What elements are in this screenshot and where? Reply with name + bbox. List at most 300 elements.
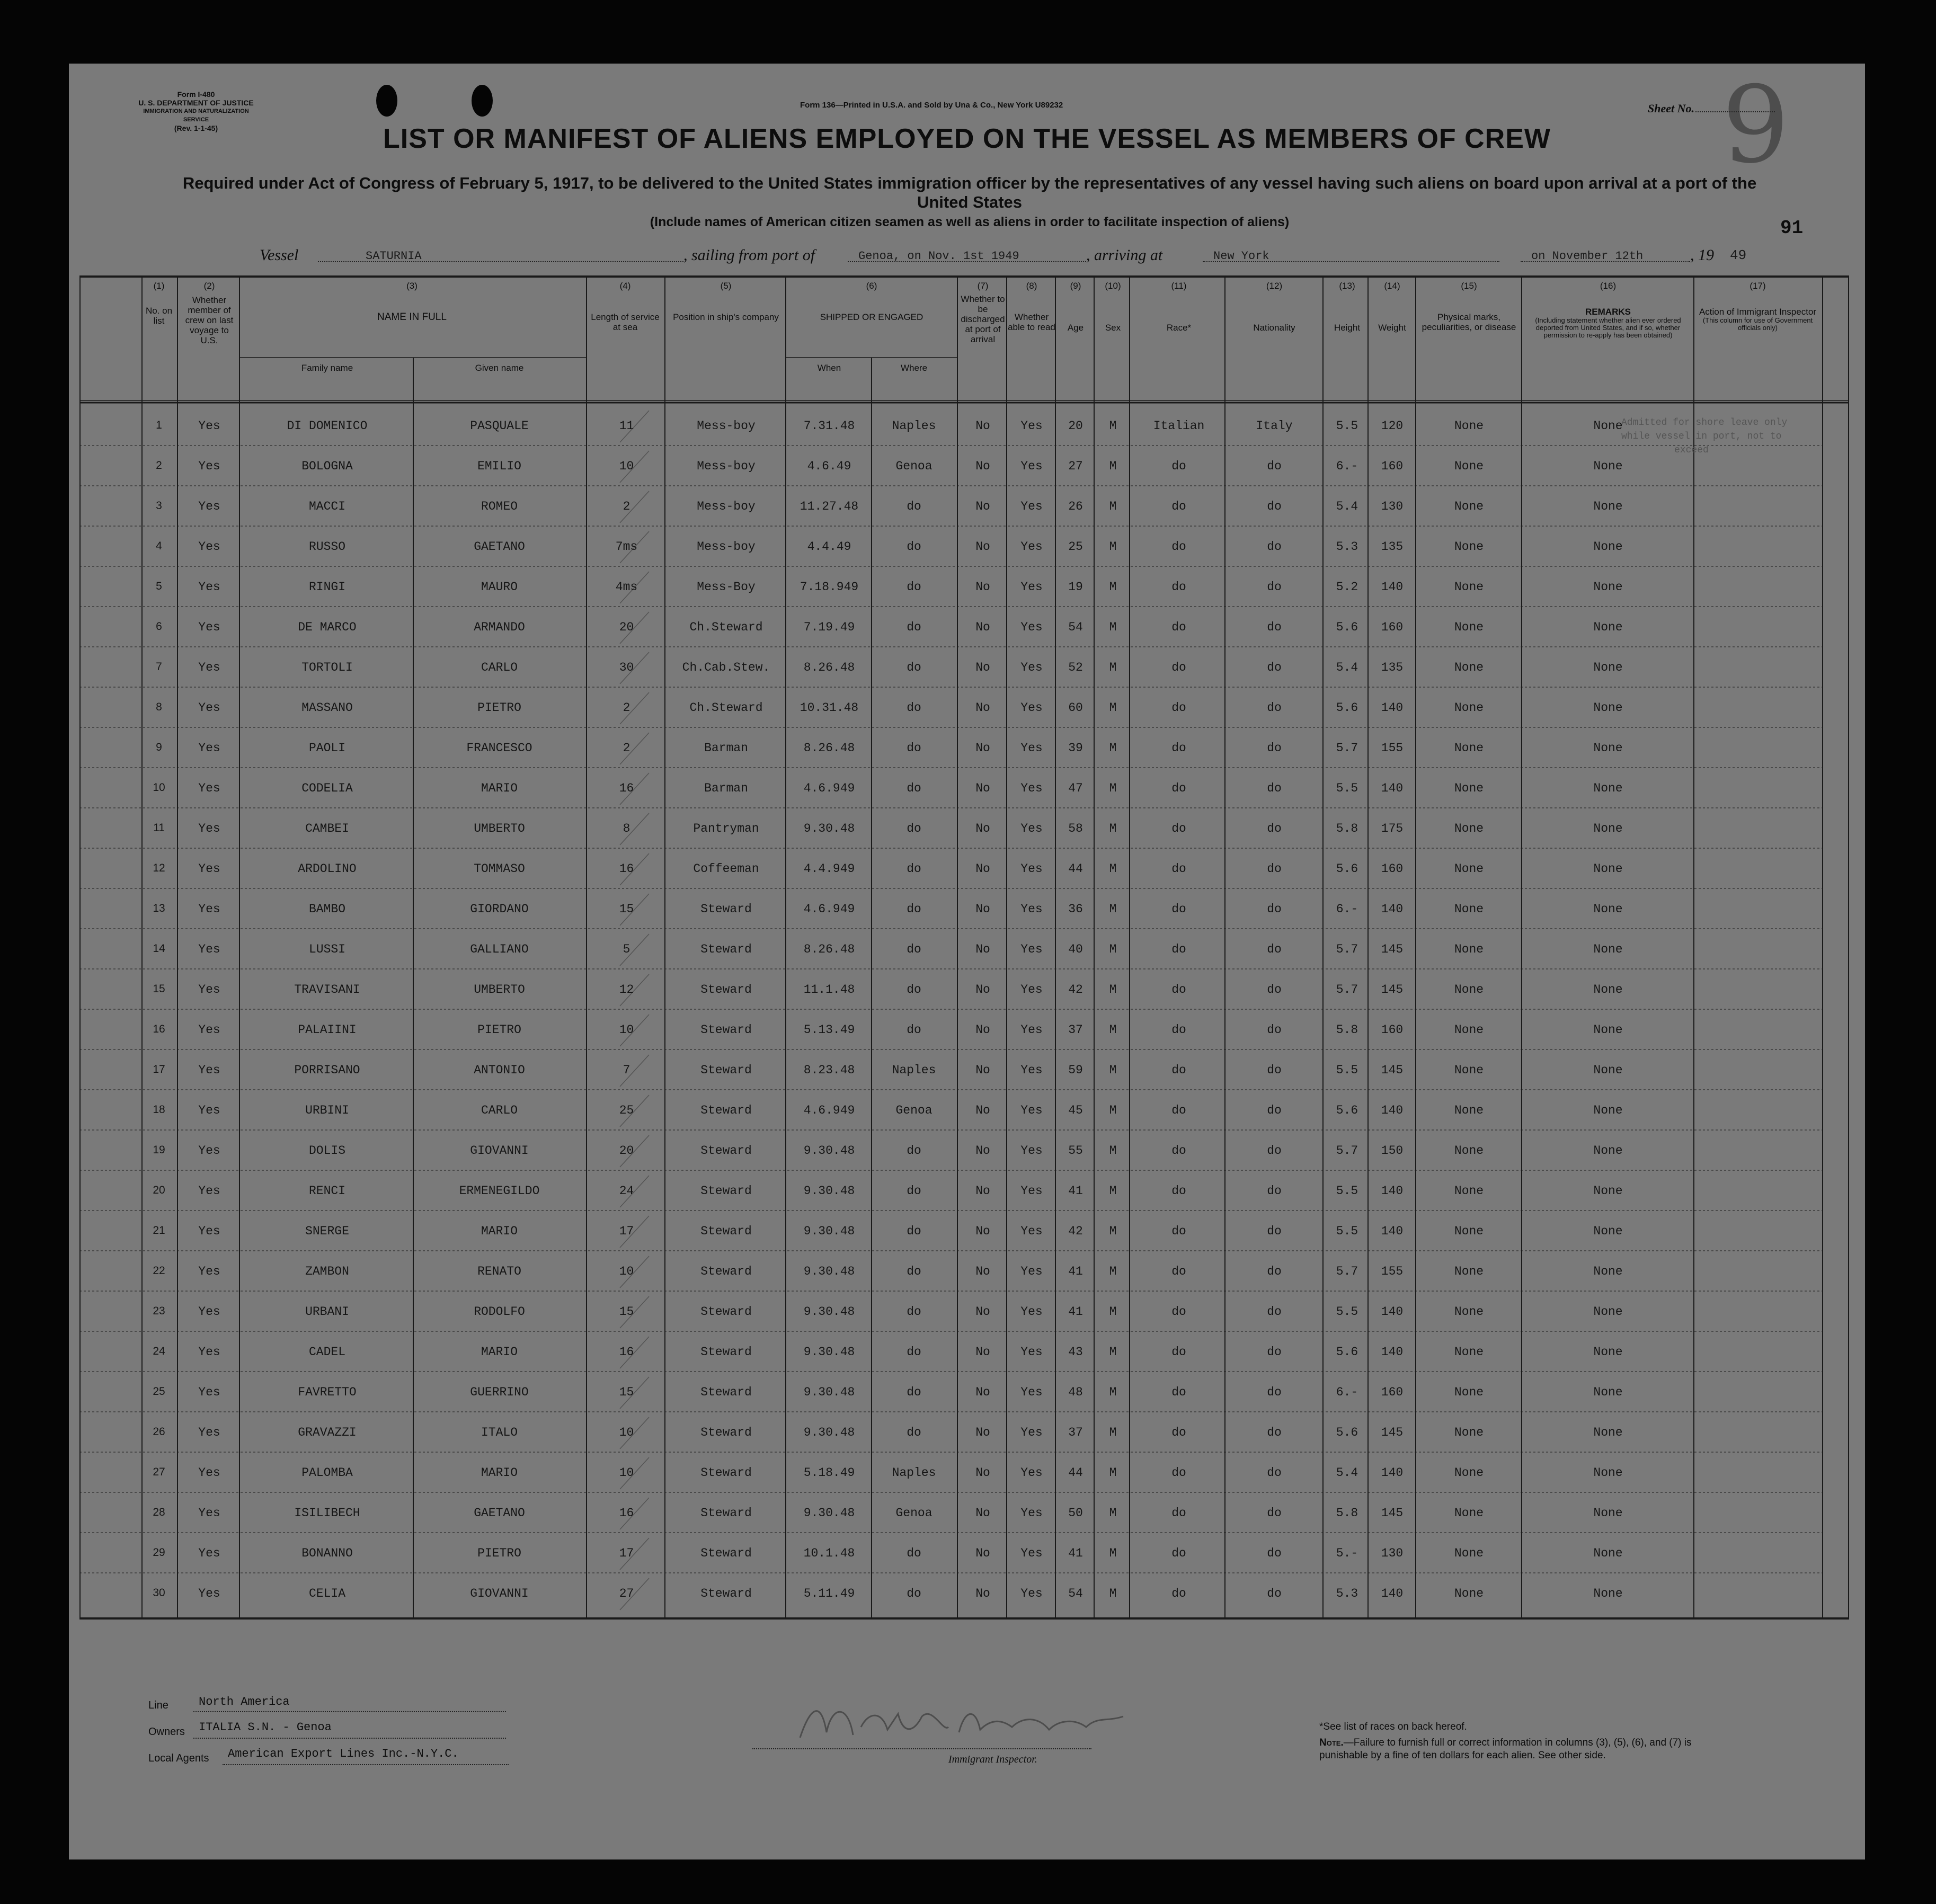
cell-family: CADEL bbox=[308, 1345, 345, 1359]
cell-no: 3 bbox=[156, 500, 162, 512]
pencil-remark-line: Admitted for shore leave only bbox=[1621, 417, 1788, 428]
cell-family: CODELIA bbox=[301, 781, 353, 795]
cell-sex: M bbox=[1109, 661, 1117, 674]
cell-marks: None bbox=[1454, 1305, 1484, 1319]
cell-race: do bbox=[1171, 1184, 1186, 1198]
cell-age: 60 bbox=[1068, 701, 1083, 715]
cell-height: 5.3 bbox=[1336, 540, 1358, 554]
cell-remarks: None bbox=[1593, 1385, 1623, 1399]
cell-family: CAMBEI bbox=[305, 822, 349, 835]
sailing-from: Genoa, on Nov. 1st 1949 bbox=[858, 250, 1019, 263]
cell-weight: 120 bbox=[1381, 419, 1404, 433]
cell-family: BONANNO bbox=[301, 1546, 353, 1560]
cell-disch: No bbox=[975, 1466, 990, 1480]
cell-when: 10.1.48 bbox=[803, 1546, 855, 1560]
cell-read: Yes bbox=[1020, 822, 1043, 835]
cell-prev: Yes bbox=[198, 1184, 220, 1198]
table-row bbox=[79, 848, 1849, 888]
cell-weight: 140 bbox=[1381, 1345, 1404, 1359]
col-3-header bbox=[241, 281, 583, 322]
cell-when: 9.30.48 bbox=[803, 1345, 855, 1359]
cell-service: 20 bbox=[619, 1144, 634, 1158]
cell-race: do bbox=[1171, 942, 1186, 956]
cell-height: 6.- bbox=[1336, 902, 1358, 916]
cell-disch: No bbox=[975, 1144, 990, 1158]
cell-family: PALAIINI bbox=[298, 1023, 357, 1037]
cell-when: 4.6.949 bbox=[803, 902, 855, 916]
cell-sex: M bbox=[1109, 580, 1117, 594]
pencil-remark-line: while vessel in port, not to bbox=[1621, 431, 1782, 442]
cell-race: do bbox=[1171, 822, 1186, 835]
cell-when: 7.19.49 bbox=[803, 620, 855, 634]
cell-age: 42 bbox=[1068, 1224, 1083, 1238]
cell-disch: No bbox=[975, 1305, 990, 1319]
cell-height: 5.7 bbox=[1336, 1265, 1358, 1278]
cell-remarks: None bbox=[1593, 1587, 1623, 1600]
cell-position: Steward bbox=[700, 1426, 752, 1439]
cell-race: do bbox=[1171, 1506, 1186, 1520]
col-number: (10) bbox=[1105, 281, 1121, 291]
cell-prev: Yes bbox=[198, 1385, 220, 1399]
cell-position: Steward bbox=[700, 1184, 752, 1198]
cell-no: 10 bbox=[153, 781, 165, 794]
cell-height: 5.6 bbox=[1336, 1345, 1358, 1359]
subtitle-note: (Include names of American citizen seamen as well as aliens in order to facilitate inspection of aliens) bbox=[650, 215, 1290, 229]
cell-position: Steward bbox=[700, 1587, 752, 1600]
cell-service: 16 bbox=[619, 862, 634, 876]
cell-prev: Yes bbox=[198, 1546, 220, 1560]
cell-service: 24 bbox=[619, 1184, 634, 1198]
cell-given: FRANCESCO bbox=[466, 741, 532, 755]
cell-given: GALLIANO bbox=[470, 942, 529, 956]
cell-no: 20 bbox=[153, 1184, 165, 1196]
cell-where: Naples bbox=[892, 419, 936, 433]
cell-service: 10 bbox=[619, 459, 634, 473]
cell-remarks: None bbox=[1593, 419, 1623, 433]
line-underline bbox=[193, 1711, 506, 1712]
manifest-sheet bbox=[69, 64, 1865, 1859]
cell-disch: No bbox=[975, 741, 990, 755]
cell-service: 11 bbox=[619, 419, 634, 433]
cell-disch: No bbox=[975, 781, 990, 795]
col-label: Whether to be discharged at port of arrival bbox=[961, 294, 1005, 344]
col-11-header bbox=[1131, 281, 1227, 333]
col-number: (13) bbox=[1339, 281, 1355, 291]
cell-prev: Yes bbox=[198, 661, 220, 674]
cell-no: 12 bbox=[153, 862, 165, 874]
cell-age: 44 bbox=[1068, 862, 1083, 876]
cell-remarks: None bbox=[1593, 1506, 1623, 1520]
cell-read: Yes bbox=[1020, 1466, 1043, 1480]
cell-where: Genoa bbox=[895, 1506, 933, 1520]
owners-label: Owners bbox=[148, 1726, 185, 1738]
cell-read: Yes bbox=[1020, 620, 1043, 634]
cell-sex: M bbox=[1109, 459, 1117, 473]
cell-height: 6.- bbox=[1336, 459, 1358, 473]
cell-family: PAOLI bbox=[308, 741, 345, 755]
cell-read: Yes bbox=[1020, 1546, 1043, 1560]
cell-nat: do bbox=[1267, 580, 1282, 594]
cell-given: UMBERTO bbox=[474, 983, 525, 997]
cell-race: do bbox=[1171, 1587, 1186, 1600]
cell-nat: do bbox=[1267, 862, 1282, 876]
cell-when: 9.30.48 bbox=[803, 1305, 855, 1319]
table-row bbox=[79, 727, 1849, 768]
cell-height: 5.3 bbox=[1336, 1587, 1358, 1600]
cell-height: 5.2 bbox=[1336, 580, 1358, 594]
cell-sex: M bbox=[1109, 419, 1117, 433]
cell-no: 30 bbox=[153, 1587, 165, 1599]
owners-underline bbox=[193, 1738, 506, 1739]
cell-height: 5.8 bbox=[1336, 822, 1358, 835]
cell-no: 9 bbox=[156, 741, 162, 753]
cell-nat: do bbox=[1267, 1345, 1282, 1359]
cell-position: Mess-Boy bbox=[697, 580, 756, 594]
service-name: IMMIGRATION AND NATURALIZATION SERVICE bbox=[143, 108, 249, 123]
races-note: *See list of races on back hereof. bbox=[1319, 1721, 1467, 1732]
col-label: Physical marks, peculiarities, or disease bbox=[1422, 312, 1516, 332]
cell-race: do bbox=[1171, 1345, 1186, 1359]
cell-nat: do bbox=[1267, 1063, 1282, 1077]
cell-sex: M bbox=[1109, 983, 1117, 997]
cell-age: 40 bbox=[1068, 942, 1083, 956]
cell-no: 13 bbox=[153, 902, 165, 914]
cell-marks: None bbox=[1454, 1546, 1484, 1560]
cell-where: do bbox=[907, 862, 921, 876]
cell-nat: do bbox=[1267, 1546, 1282, 1560]
table-row bbox=[79, 1573, 1849, 1613]
cell-race: do bbox=[1171, 1104, 1186, 1117]
cell-where: do bbox=[907, 1144, 921, 1158]
col-label: SHIPPED OR ENGAGED bbox=[820, 312, 923, 322]
table-row bbox=[79, 1211, 1849, 1251]
cell-age: 25 bbox=[1068, 540, 1083, 554]
cell-no: 6 bbox=[156, 620, 162, 633]
cell-weight: 150 bbox=[1381, 1144, 1404, 1158]
cell-remarks: None bbox=[1593, 1063, 1623, 1077]
cell-sex: M bbox=[1109, 1506, 1117, 1520]
table-row bbox=[79, 647, 1849, 687]
cell-where: do bbox=[907, 1546, 921, 1560]
cell-height: 5.8 bbox=[1336, 1023, 1358, 1037]
cell-race: do bbox=[1171, 661, 1186, 674]
cell-service: 17 bbox=[619, 1224, 634, 1238]
cell-weight: 140 bbox=[1381, 781, 1404, 795]
cell-prev: Yes bbox=[198, 1023, 220, 1037]
cell-when: 9.30.48 bbox=[803, 1224, 855, 1238]
col-number: (6) bbox=[866, 281, 877, 291]
cell-disch: No bbox=[975, 661, 990, 674]
cell-disch: No bbox=[975, 500, 990, 513]
cell-position: Steward bbox=[700, 1063, 752, 1077]
cell-no: 16 bbox=[153, 1023, 165, 1035]
cell-remarks: None bbox=[1593, 1345, 1623, 1359]
cell-weight: 160 bbox=[1381, 1385, 1404, 1399]
cell-age: 41 bbox=[1068, 1546, 1083, 1560]
cell-family: MASSANO bbox=[301, 701, 353, 715]
cell-nat: do bbox=[1267, 620, 1282, 634]
cell-no: 5 bbox=[156, 580, 162, 592]
cell-nat: do bbox=[1267, 1506, 1282, 1520]
cell-read: Yes bbox=[1020, 580, 1043, 594]
arriving-underline bbox=[1203, 261, 1499, 262]
cell-nat: do bbox=[1267, 1104, 1282, 1117]
cell-remarks: None bbox=[1593, 540, 1623, 554]
cell-weight: 140 bbox=[1381, 902, 1404, 916]
cell-read: Yes bbox=[1020, 1345, 1043, 1359]
cell-family: RINGI bbox=[308, 580, 345, 594]
cell-sex: M bbox=[1109, 902, 1117, 916]
punch-mark bbox=[472, 85, 493, 117]
cell-height: 5.7 bbox=[1336, 1144, 1358, 1158]
cell-sex: M bbox=[1109, 741, 1117, 755]
cell-age: 58 bbox=[1068, 822, 1083, 835]
col-13-header bbox=[1325, 281, 1370, 333]
cell-given: MARIO bbox=[481, 781, 518, 795]
cell-family: DOLIS bbox=[308, 1144, 345, 1158]
cell-marks: None bbox=[1454, 1104, 1484, 1117]
cell-age: 48 bbox=[1068, 1385, 1083, 1399]
cell-sex: M bbox=[1109, 822, 1117, 835]
cell-remarks: None bbox=[1593, 1426, 1623, 1439]
col-12-header bbox=[1227, 281, 1322, 333]
cell-weight: 135 bbox=[1381, 661, 1404, 674]
cell-given: ERMENEGILDO bbox=[459, 1184, 540, 1198]
cell-given: PIETRO bbox=[477, 1023, 521, 1037]
cell-family: RENCI bbox=[308, 1184, 345, 1198]
cell-sex: M bbox=[1109, 701, 1117, 715]
cell-height: 5.5 bbox=[1336, 1305, 1358, 1319]
cell-race: do bbox=[1171, 1063, 1186, 1077]
cell-sex: M bbox=[1109, 1063, 1117, 1077]
cell-read: Yes bbox=[1020, 500, 1043, 513]
cell-where: do bbox=[907, 620, 921, 634]
cell-marks: None bbox=[1454, 540, 1484, 554]
cell-height: 5.5 bbox=[1336, 1184, 1358, 1198]
cell-position: Mess-boy bbox=[697, 500, 756, 513]
cell-no: 25 bbox=[153, 1385, 165, 1398]
cell-marks: None bbox=[1454, 1345, 1484, 1359]
cell-sex: M bbox=[1109, 942, 1117, 956]
cell-sex: M bbox=[1109, 1104, 1117, 1117]
cell-position: Coffeeman bbox=[693, 862, 759, 876]
col-2-header bbox=[180, 281, 238, 345]
col-number: (8) bbox=[1026, 281, 1037, 291]
cell-given: GAETANO bbox=[474, 540, 525, 554]
col-4-header bbox=[588, 281, 662, 332]
fine-note bbox=[1319, 1737, 1722, 1762]
cell-given: PASQUALE bbox=[470, 419, 529, 433]
cell-race: do bbox=[1171, 500, 1186, 513]
table-row bbox=[79, 1533, 1849, 1573]
cell-given: TOMMASO bbox=[474, 862, 525, 876]
cell-marks: None bbox=[1454, 500, 1484, 513]
cell-height: 5.- bbox=[1336, 1546, 1358, 1560]
cell-weight: 140 bbox=[1381, 1104, 1404, 1117]
cell-marks: None bbox=[1454, 1265, 1484, 1278]
cell-where: do bbox=[907, 1224, 921, 1238]
cell-nat: do bbox=[1267, 540, 1282, 554]
cell-weight: 140 bbox=[1381, 1224, 1404, 1238]
cell-height: 5.7 bbox=[1336, 942, 1358, 956]
table-row bbox=[79, 607, 1849, 647]
cell-when: 7.31.48 bbox=[803, 419, 855, 433]
cell-when: 4.4.949 bbox=[803, 862, 855, 876]
cell-disch: No bbox=[975, 419, 990, 433]
cell-position: Steward bbox=[700, 1305, 752, 1319]
cell-family: ZAMBON bbox=[305, 1265, 349, 1278]
cell-marks: None bbox=[1454, 1466, 1484, 1480]
cell-family: LUSSI bbox=[308, 942, 345, 956]
cell-race: do bbox=[1171, 540, 1186, 554]
table-row bbox=[79, 888, 1849, 929]
cell-remarks: None bbox=[1593, 701, 1623, 715]
cell-given: GAETANO bbox=[474, 1506, 525, 1520]
cell-position: Steward bbox=[700, 1144, 752, 1158]
cell-nat: do bbox=[1267, 500, 1282, 513]
cell-where: do bbox=[907, 822, 921, 835]
cell-weight: 145 bbox=[1381, 983, 1404, 997]
cell-where: do bbox=[907, 942, 921, 956]
table-row bbox=[79, 969, 1849, 1009]
cell-height: 5.5 bbox=[1336, 419, 1358, 433]
cell-where: Naples bbox=[892, 1063, 936, 1077]
cell-weight: 140 bbox=[1381, 580, 1404, 594]
cell-remarks: None bbox=[1593, 1466, 1623, 1480]
cell-position: Steward bbox=[700, 942, 752, 956]
cell-when: 8.26.48 bbox=[803, 741, 855, 755]
cell-nat: do bbox=[1267, 701, 1282, 715]
arrival-date: on November 12th bbox=[1531, 250, 1644, 263]
cell-when: 9.30.48 bbox=[803, 1506, 855, 1520]
cell-read: Yes bbox=[1020, 1063, 1043, 1077]
cell-remarks: None bbox=[1593, 942, 1623, 956]
cell-position: Steward bbox=[700, 1546, 752, 1560]
col-1-header bbox=[143, 281, 175, 326]
col-label: No. on list bbox=[145, 306, 173, 326]
cell-remarks: None bbox=[1593, 1546, 1623, 1560]
cell-remarks: None bbox=[1593, 983, 1623, 997]
cell-service: 8 bbox=[623, 822, 630, 835]
cell-age: 54 bbox=[1068, 1587, 1083, 1600]
table-row bbox=[79, 1251, 1849, 1291]
cell-family: GRAVAZZI bbox=[298, 1426, 357, 1439]
table-row bbox=[79, 1452, 1849, 1492]
cell-where: do bbox=[907, 1184, 921, 1198]
cell-where: do bbox=[907, 902, 921, 916]
family-name-header: Family name bbox=[301, 363, 353, 373]
cell-nat: do bbox=[1267, 741, 1282, 755]
cell-age: 36 bbox=[1068, 902, 1083, 916]
cell-prev: Yes bbox=[198, 862, 220, 876]
cell-prev: Yes bbox=[198, 1466, 220, 1480]
cell-position: Mess-boy bbox=[697, 419, 756, 433]
table-row bbox=[79, 566, 1849, 607]
cell-no: 15 bbox=[153, 983, 165, 995]
cell-position: Mess-boy bbox=[697, 459, 756, 473]
cell-read: Yes bbox=[1020, 942, 1043, 956]
cell-family: MACCI bbox=[308, 500, 345, 513]
cell-age: 45 bbox=[1068, 1104, 1083, 1117]
cell-disch: No bbox=[975, 1385, 990, 1399]
cell-race: do bbox=[1171, 1305, 1186, 1319]
agents-value: American Export Lines Inc.-N.Y.C. bbox=[228, 1747, 459, 1760]
col-7-header bbox=[959, 281, 1007, 344]
cell-weight: 175 bbox=[1381, 822, 1404, 835]
cell-family: FAVRETTO bbox=[298, 1385, 357, 1399]
cell-where: do bbox=[907, 1023, 921, 1037]
cell-prev: Yes bbox=[198, 1305, 220, 1319]
cell-service: 10 bbox=[619, 1426, 634, 1439]
col-number: (1) bbox=[153, 281, 165, 291]
cell-read: Yes bbox=[1020, 1104, 1043, 1117]
cell-read: Yes bbox=[1020, 1265, 1043, 1278]
col-number: (17) bbox=[1749, 281, 1766, 291]
cell-height: 5.4 bbox=[1336, 500, 1358, 513]
cell-disch: No bbox=[975, 1023, 990, 1037]
table-row bbox=[79, 1049, 1849, 1090]
cell-remarks: None bbox=[1593, 781, 1623, 795]
sheet-label: Sheet No. bbox=[1648, 102, 1694, 115]
col-label: Height bbox=[1334, 323, 1361, 333]
cell-service: 2 bbox=[623, 701, 630, 715]
cell-sex: M bbox=[1109, 620, 1117, 634]
cell-when: 10.31.48 bbox=[800, 701, 859, 715]
table-row bbox=[79, 687, 1849, 727]
cell-where: do bbox=[907, 1426, 921, 1439]
cell-given: ITALO bbox=[481, 1426, 518, 1439]
cell-race: do bbox=[1171, 620, 1186, 634]
cell-remarks: None bbox=[1593, 1224, 1623, 1238]
col-number: (4) bbox=[619, 281, 631, 291]
cell-when: 4.4.49 bbox=[807, 540, 851, 554]
cell-height: 5.6 bbox=[1336, 862, 1358, 876]
cell-nat: do bbox=[1267, 661, 1282, 674]
cell-race: do bbox=[1171, 459, 1186, 473]
year-suffix: 49 bbox=[1730, 247, 1747, 263]
cell-age: 26 bbox=[1068, 500, 1083, 513]
cell-read: Yes bbox=[1020, 419, 1043, 433]
cell-when: 4.6.49 bbox=[807, 459, 851, 473]
cell-where: do bbox=[907, 661, 921, 674]
cell-height: 5.7 bbox=[1336, 983, 1358, 997]
cell-where: do bbox=[907, 580, 921, 594]
col-label: Whether able to read bbox=[1008, 312, 1055, 332]
cell-race: do bbox=[1171, 1023, 1186, 1037]
cell-nat: do bbox=[1267, 1466, 1282, 1480]
sheet-number: 9 bbox=[1722, 64, 1790, 187]
cell-position: Mess-boy bbox=[697, 540, 756, 554]
cell-disch: No bbox=[975, 1426, 990, 1439]
col-number: (9) bbox=[1070, 281, 1081, 291]
col-9-header bbox=[1057, 281, 1094, 333]
cell-when: 9.30.48 bbox=[803, 1184, 855, 1198]
cell-family: TORTOLI bbox=[301, 661, 353, 674]
cell-nat: Italy bbox=[1256, 419, 1293, 433]
cell-weight: 140 bbox=[1381, 1305, 1404, 1319]
cell-nat: do bbox=[1267, 781, 1282, 795]
cell-read: Yes bbox=[1020, 459, 1043, 473]
cell-where: do bbox=[907, 781, 921, 795]
cell-nat: do bbox=[1267, 1144, 1282, 1158]
cell-family: DE MARCO bbox=[298, 620, 357, 634]
cell-marks: None bbox=[1454, 1426, 1484, 1439]
cell-no: 11 bbox=[153, 822, 165, 834]
cell-given: ARMANDO bbox=[474, 620, 525, 634]
cell-race: do bbox=[1171, 1265, 1186, 1278]
cell-remarks: None bbox=[1593, 1023, 1623, 1037]
cell-given: EMILIO bbox=[477, 459, 521, 473]
